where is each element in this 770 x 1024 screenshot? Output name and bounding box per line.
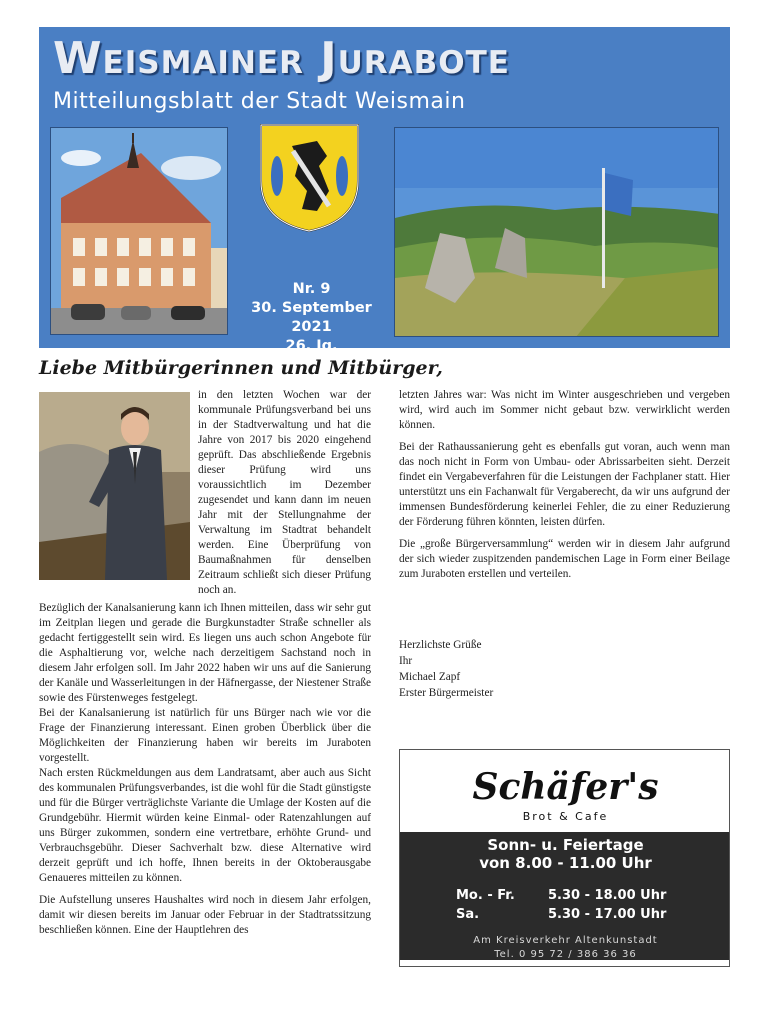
advert-time-row (456, 886, 666, 905)
article-right-column (399, 388, 730, 589)
article-paragraph: Die Aufstellung unseres Haushaltes wird noch in diesem Jahr erfolgen, damit wir diesen bereits im Januar oder Februar in der Stadtratssitzung beschließen können. Eine der Hauptlehren des (39, 894, 371, 936)
article-intro: in den letzten Wochen war der kommunale Prüfungsverband bei uns in der Stadtverwaltung und hat die Jahre von 2017 bis 2020 eingehend geprüft. Das abschließende Ergebnis dieser Prüfung wird uns voraussichtlich im Dezember zugesendet und kann dann im neuen Jahr mit der Stellungnahme der Verwaltung im Stadtrat behandelt werden. Eine Überprüfung von Baumaßnahmen für denselben Zeitraum schließt sich dieser Prüfung noch an. (198, 389, 371, 596)
advert-hours: 5.30 - 18.00 Uhr (548, 888, 667, 903)
advert-address-block (400, 934, 731, 962)
signoff-greeting: Herzlichste Grüße (399, 639, 482, 651)
landscape-photo (394, 127, 719, 337)
article-paragraph: Bei der Rathaussanierung geht es ebenfalls gut voran, auch wenn man das noch nicht in Form von Umbau- oder Abrissarbeiten sieht. Derzeit findet ein Vergabeverfahren für die Leistungen der Fachplaner statt. Hier unterstützt uns ein Fachanwalt für Vergaberecht, da wir uns aufgrund der immensen Bundesförderung keinerlei Fehler, die zu einer Reduzierung der Förderung führen könnten, leisten dürfen. (399, 441, 730, 528)
advert-address: Am Kreisverkehr Altenkunstadt (473, 935, 658, 946)
mayor-portrait (39, 392, 190, 580)
advert-opening-times (456, 886, 666, 924)
advert-days: Sa. (456, 907, 480, 922)
signoff-name: Michael Zapf (399, 671, 461, 683)
advert-phone: Tel. 0 95 72 / 386 36 36 (494, 949, 637, 960)
advert-days: Mo. - Fr. (456, 888, 515, 903)
town-crest-icon (257, 121, 362, 233)
article-paragraph: Bezüglich der Kanalsanierung kann ich Ihnen mitteilen, dass wir sehr gut im Zeitplan liegen und gerade die Burgkunstadter Straße schneller als gedacht fertiggestellt sein wird. Es liegen uns auch schon Angebote für die Asphaltierung vor, welche nach derzeitigem Sachstand noch in diesem Jahr erfolgen soll. Im Jahr 2022 haben wir uns auf die Sanierung der Kanäle und Wasserleitungen in der Häfnergasse, der Niestener Straße sowie des Fürstenweges festgelegt. Bei der Kanalsanierung ist natürlich für uns Bürger nach wie vor die Frage der Finanzierung interessant. Einen groben Überblick über die Möglichkeiten der Finanzierung haben wir bereits im Juraboten vorgestellt. Nach ersten Rückmeldungen aus dem Landratsamt, aber auch aus Sicht des kommunalen Prüfungsverbandes, ist die wohl für die Stadt günstigste und für die Bürger verträglichste Variante die Umlage der Kosten auf die Grundgebühr. Hiermit würden keine Einmal- oder Ratenzahlungen auf uns Bürger zukommen, sondern eine vertretbare, erhöhte Grund- und Verbrauchsgebühr. Dieser Sachverhalt bzw. diese Alternative wird derzeit geprüft und ich hoffe, Ihnen bereits in der Oktoberausgabe Genaueres mitteilen zu können. (39, 602, 371, 884)
signoff-ihr: Ihr (399, 655, 413, 667)
town-hall-photo (50, 127, 228, 335)
advert-holiday-line1: Sonn- u. Feiertage (487, 836, 644, 854)
issue-year: 26. Jg. (285, 338, 338, 354)
signoff (399, 637, 730, 701)
advert-hours: 5.30 - 17.00 Uhr (548, 907, 667, 922)
article-headline: Liebe Mitbürgerinnen und Mitbürger, (39, 357, 443, 379)
advert-brand: Schäfer's (472, 766, 659, 808)
article-paragraph: letzten Jahres war: Was nicht im Winter ausgeschrieben und vergeben wird, wird auch im Sommer nicht gebaut bzw. verwirklicht werden können. (399, 389, 730, 431)
newspaper-subtitle: Mitteilungsblatt der Stadt Weismain (53, 89, 466, 114)
article-paragraph: Die „große Bürgerversammlung“ werden wir in diesem Jahr aufgrund der sich wieder zuspitzenden pandemischen Lage in Form einer Beilage zum Juraboten erstellen und verteilen. (399, 538, 730, 580)
advert-time-row (456, 905, 666, 924)
article-left-column (39, 601, 371, 945)
issue-number: Nr. 9 (292, 281, 331, 297)
advert-holiday-line2: von 8.00 - 11.00 Uhr (479, 854, 652, 872)
issue-info (229, 280, 394, 356)
signoff-role: Erster Bürgermeister (399, 687, 494, 699)
bakery-advert (399, 749, 730, 967)
issue-date: 30. September 2021 (251, 300, 372, 335)
advert-subtitle: Brot & Cafe (522, 810, 609, 823)
masthead (39, 27, 730, 354)
newspaper-title: Weismainer Jurabote (53, 33, 510, 84)
